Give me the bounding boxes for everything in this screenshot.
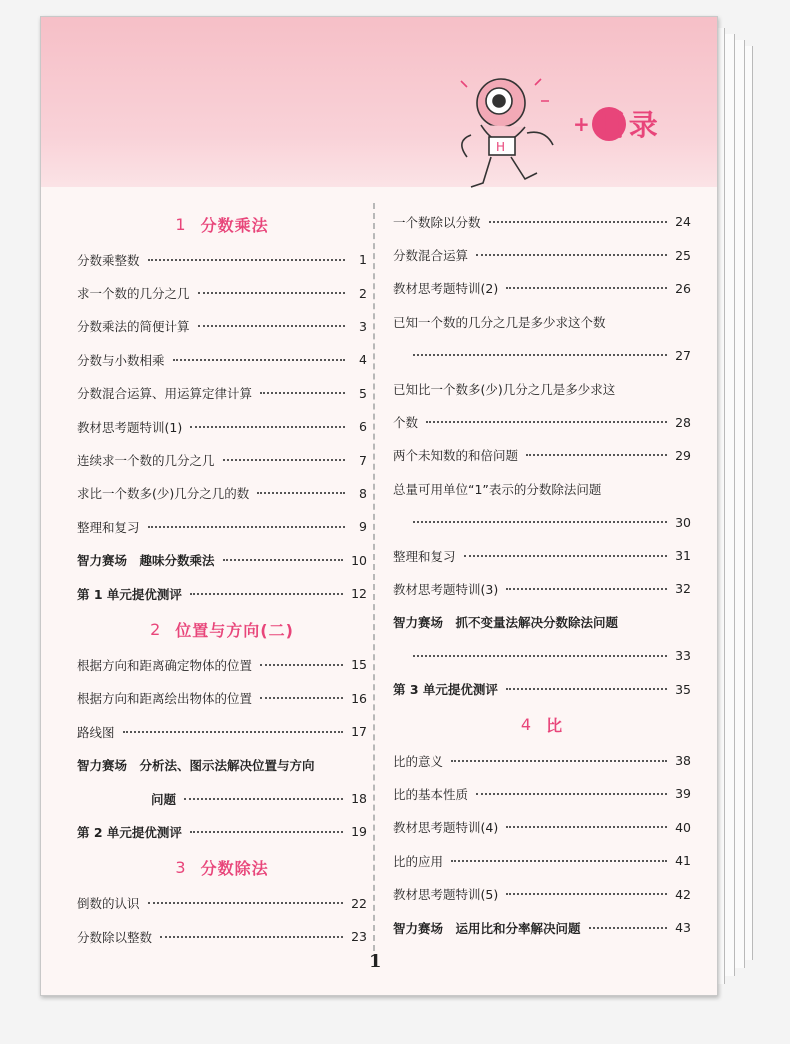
toc-entry[interactable] [77,715,367,748]
dot-leader [506,893,667,895]
toc-entry[interactable] [393,911,691,944]
toc-entry-page: 23 [351,929,367,945]
toc-entry-page: 7 [359,452,367,468]
toc-entry[interactable] [393,405,691,438]
toc-entry[interactable] [393,305,691,338]
toc-entry[interactable] [77,410,367,443]
toc-entry-page: 30 [675,514,691,530]
toc-entry-page: 41 [675,853,691,869]
toc-entry[interactable] [393,272,691,305]
toc-entry-page: 5 [359,385,367,401]
toc-entry[interactable] [77,276,367,309]
toc-entry[interactable] [77,477,367,510]
toc-entry-page: 15 [351,657,367,673]
dot-leader [589,927,668,929]
toc-entry[interactable] [393,472,691,505]
toc-entry-label: 倒数的认识 [77,896,140,912]
toc-entry[interactable] [393,439,691,472]
toc-entry-label: 个数 [393,415,419,431]
unit-heading [77,205,367,243]
unit-number: 1 [175,214,187,234]
unit-title: 分数乘法 [200,215,269,235]
toc-entry[interactable] [393,339,691,372]
toc-entry[interactable] [393,672,691,705]
toc-entry[interactable] [393,205,691,238]
dot-leader [160,936,343,938]
unit-number: 4 [520,715,533,735]
toc-entry[interactable] [77,682,367,715]
toc-entry[interactable] [393,238,691,271]
dot-leader [190,831,343,833]
dot-leader [464,555,668,557]
toc-entry-label: 分数混合运算、用运算定律计算 [77,386,253,402]
toc-entry[interactable] [393,844,691,877]
dot-leader [190,426,345,428]
dot-leader [413,354,667,356]
page-header [41,17,717,187]
toc-entry[interactable] [77,243,367,276]
toc-entry-page: 2 [359,285,367,301]
toc-entry-page: 3 [359,318,367,334]
svg-text:H: H [496,140,506,154]
toc-entry[interactable] [77,577,367,610]
dot-leader [413,655,667,657]
dot-leader [223,559,344,561]
toc-right-column [393,205,691,944]
toc-entry-label: 整理和复习 [77,519,140,535]
toc-entry-page: 29 [675,447,691,463]
dot-leader [506,688,667,690]
toc-entry[interactable] [77,648,367,681]
toc-entry-label: 教材思考题特训(4) [393,820,499,836]
dot-leader [123,731,344,733]
toc-entry-label: 连续求一个数的几分之几 [77,453,215,469]
toc-entry-page: 28 [675,414,691,430]
toc-entry-page: 32 [675,581,691,597]
toc-entry[interactable] [393,372,691,405]
dot-leader [476,254,667,256]
dot-leader [413,521,667,523]
dot-leader [260,664,343,666]
toc-entry-label: 分数混合运算 [393,248,469,264]
toc-entry-page: 43 [675,920,691,935]
toc-entry-label: 根据方向和距离绘出物体的位置 [77,691,253,707]
toc-entry-label: 比的意义 [393,753,444,769]
dot-leader [506,287,667,289]
toc-entry-page: 27 [675,347,691,363]
toc-entry-label: 智力赛场 运用比和分率解决问题 [393,920,581,936]
dot-leader [489,221,668,223]
toc-entry[interactable] [393,572,691,605]
toc-entry[interactable] [77,443,367,476]
toc-entry-label: 第 2 单元提优测评 [77,824,182,840]
toc-entry-page: 40 [675,819,691,835]
unit-number: 3 [175,858,187,878]
toc-entry-label: 整理和复习 [393,548,456,564]
toc-entry-page: 26 [675,280,691,296]
dot-leader [476,793,667,795]
toc-left-column [77,205,367,953]
dot-leader [184,798,343,800]
toc-entry-label: 第 1 单元提优测评 [77,586,182,602]
toc-entry-label: 分数乘整数 [77,252,140,268]
dot-leader [148,259,345,261]
dot-leader [506,826,667,828]
toc-entry-label: 一个数除以分数 [393,214,481,230]
toc-entry-page: 38 [675,753,691,769]
dot-leader [451,860,667,862]
dot-leader [198,292,345,294]
dot-leader [260,392,345,394]
dot-leader [260,697,343,699]
unit-heading [393,706,691,744]
toc-entry[interactable] [393,744,691,777]
toc-entry-page: 24 [675,214,691,230]
toc-entry-page: 42 [675,886,691,902]
dot-leader [173,359,345,361]
toc-entry[interactable] [393,506,691,539]
plus-icon: + [573,111,590,136]
toc-entry-page: 35 [675,681,691,697]
toc-entry-page: 25 [675,247,691,263]
toc-entry-page: 16 [351,690,367,706]
unit-heading [77,610,367,648]
toc-entry-page: 12 [351,586,367,602]
toc-entry-page: 10 [351,552,367,568]
mascot-illustration [441,61,571,211]
toc-entry-label: 总量可用单位“1”表示的分数除法问题 [393,481,602,497]
toc-entry[interactable] [77,510,367,543]
toc-entry[interactable] [77,920,367,953]
toc-entry-label: 教材思考题特训(1) [77,419,183,435]
unit-title: 位置与方向(二) [175,620,294,640]
unit-number: 2 [150,619,162,639]
toc-entry-label: 路线图 [77,724,115,740]
unit-title: 比 [546,716,564,736]
toc-title [573,103,660,144]
toc-entry-label: 已知一个数的几分之几是多少求这个数 [393,314,606,330]
toc-entry-label: 教材思考题特训(3) [393,581,499,597]
toc-entry[interactable] [77,544,367,577]
page-number: 1 [369,951,382,972]
toc-entry-label: 分数乘法的简便计算 [77,319,190,335]
toc-entry-page: 33 [675,648,691,664]
toc-entry-page: 6 [359,419,367,435]
dot-leader [148,526,345,528]
dot-leader [190,593,343,595]
toc-entry[interactable] [77,782,367,815]
toc-entry-page: 9 [359,519,367,535]
dot-leader [198,325,345,327]
dot-leader [426,421,667,423]
toc-entry-label: 分数除以整数 [77,929,153,945]
unit-heading [77,849,367,887]
toc-entry-page: 18 [351,791,367,807]
toc-entry-label: 问题 [151,791,177,807]
column-divider [373,203,375,951]
dot-leader [506,588,667,590]
toc-entry-page: 1 [359,252,367,268]
toc-entry-page: 19 [351,824,367,840]
book-page [40,16,718,996]
unit-title: 分数除法 [200,859,269,879]
toc-entry-page: 39 [675,786,691,802]
toc-entry-label: 分数与小数相乘 [77,352,165,368]
toc-entry-label: 智力赛场 抓不变量法解决分数除法问题 [393,615,619,631]
toc-entry[interactable] [393,811,691,844]
toc-entry-page: 4 [359,352,367,368]
toc-entry-label: 教材思考题特训(5) [393,887,499,903]
toc-entry-page: 31 [675,548,691,564]
toc-entry-page: 17 [351,724,367,740]
toc-entry[interactable] [393,606,691,639]
toc-entry[interactable] [77,748,367,781]
toc-entry-label: 教材思考题特训(2) [393,281,499,297]
dot-leader [257,492,345,494]
toc-entry-label: 求一个数的几分之几 [77,286,190,302]
toc-entry[interactable] [77,377,367,410]
toc-entry-label: 比的基本性质 [393,786,469,802]
page-title: 目录 [597,108,660,142]
toc-entry-label: 智力赛场 趣味分数乘法 [77,553,215,569]
dot-leader [526,454,667,456]
toc-entry-label: 根据方向和距离确定物体的位置 [77,657,253,673]
toc-entry[interactable] [77,815,367,848]
toc-entry-label: 智力赛场 分析法、图示法解决位置与方向 [77,758,315,774]
dot-leader [451,760,667,762]
toc-entry-page: 8 [359,485,367,501]
toc-entry-label: 求比一个数多(少)几分之几的数 [77,486,250,502]
toc-entry[interactable] [393,639,691,672]
toc-entry[interactable] [77,343,367,376]
toc-entry[interactable] [77,887,367,920]
toc-entry-label: 两个未知数的和倍问题 [393,448,519,464]
toc-entry-label: 第 3 单元提优测评 [393,682,498,698]
toc-entry[interactable] [393,877,691,910]
toc-entry-page: 22 [351,895,367,911]
toc-entry[interactable] [393,539,691,572]
toc-entry[interactable] [77,310,367,343]
toc-entry-label: 比的应用 [393,853,444,869]
toc-entry[interactable] [393,777,691,810]
dot-leader [223,459,345,461]
toc-entry-label: 已知比一个数多(少)几分之几是多少求这 [393,381,616,397]
dot-leader [148,902,344,904]
